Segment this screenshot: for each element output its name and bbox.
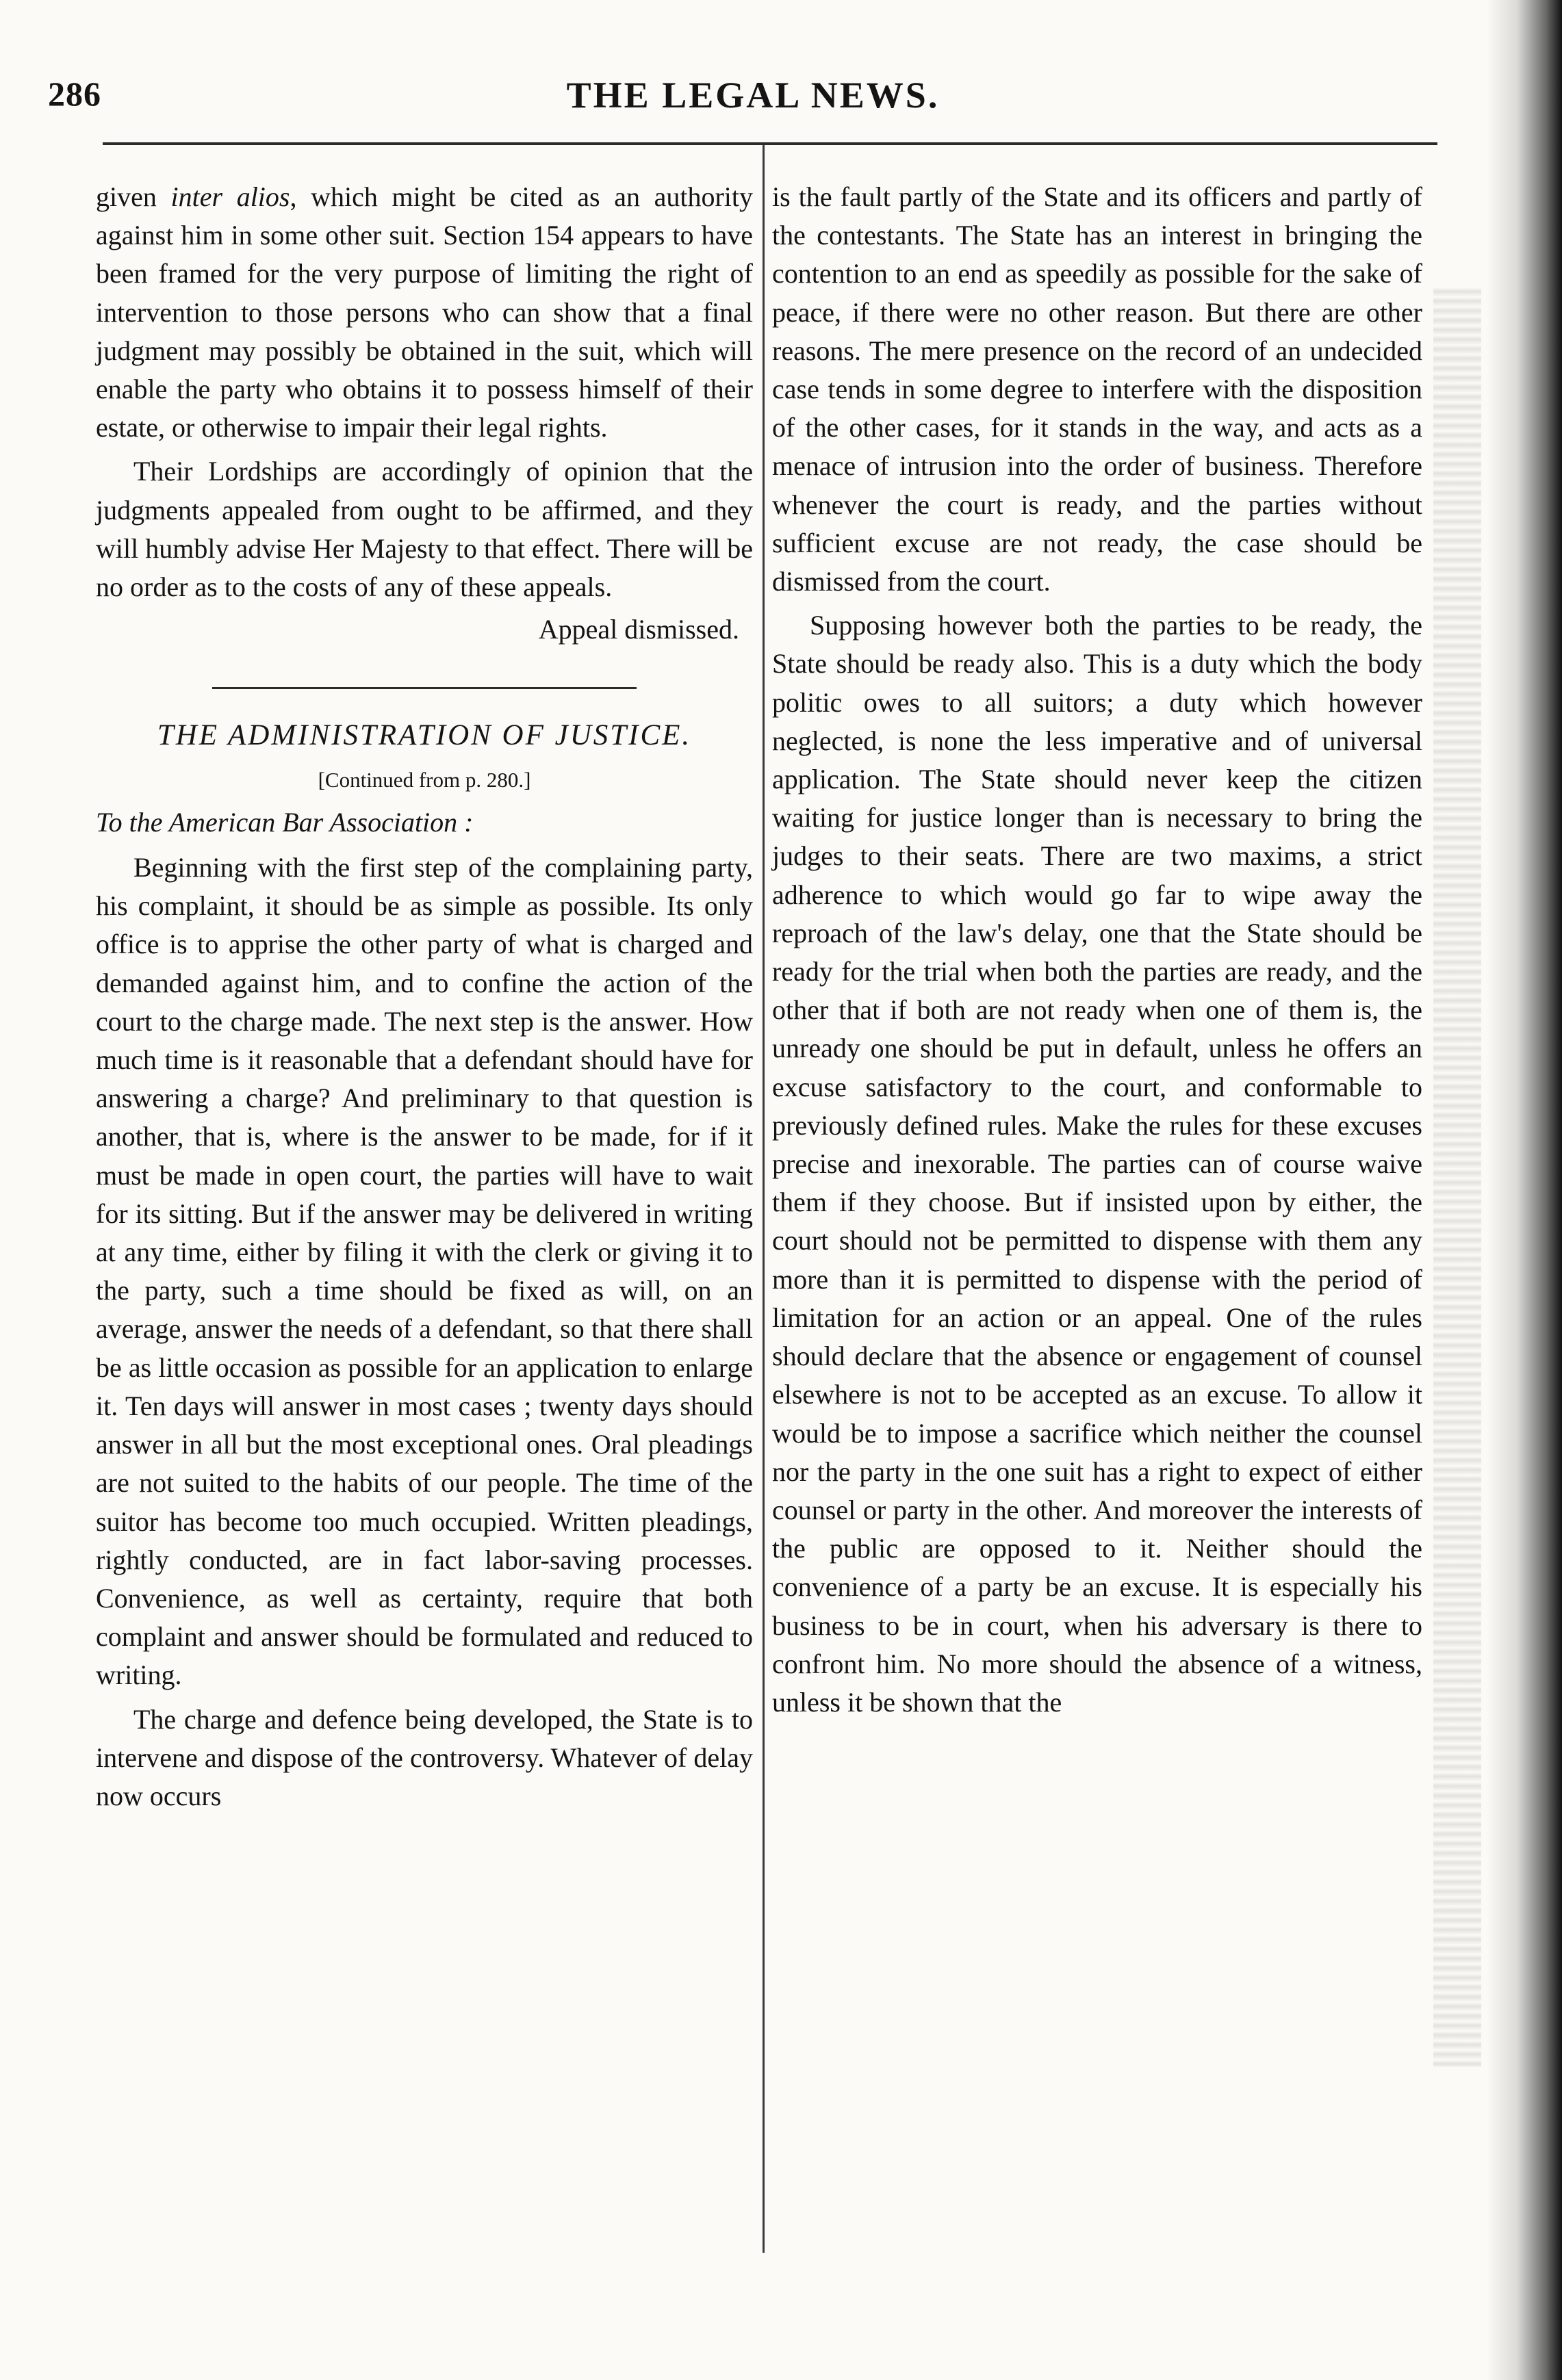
- running-head: THE LEGAL NEWS.: [566, 75, 940, 116]
- section-title: THE ADMINISTRATION OF JUSTICE.: [157, 719, 692, 752]
- left-paragraph-1: [96, 178, 753, 447]
- left-p1-post: , which might be cited as an authority against him in some other suit. Section 154 appears to have been framed for the very purpose of limiting the right of intervention to those persons who can show that a final judgment may possibly be obtained in the suit, which will enable the party who obtains it to possess himself of their estate, or otherwise to impair their legal rights.: [96, 181, 754, 443]
- appeal-dismissed: Appeal dismissed.: [538, 614, 739, 645]
- left-paragraph-3: Beginning with the first step of the complaining party, his complaint, it should be as simple as possible. Its only office is to apprise the other party of what is charged and demanded against him, and to confine the action of the court to the charge made. The next step is the answer. How much time is it reasonable that a defendant should have for answering a charge? And preliminary to that question is another, that is, where is the answer to be made, for if it must be made in open court, the parties will have to wait for its sitting. But if the answer may be delivered in writing at any time, either by filing it with the clerk or giving it to the party, such a time should be fixed as will, on an average, answer the needs of a defendant, so that there shall be as little occasion as possible for an application to enlarge it. Ten days will answer in most cases ; twenty days should answer in all but the most exceptional ones. Oral pleadings are not suited to the habits of our people. The time of the suitor has become too much occupied. Written pleadings, rightly conducted, are in fact labor-saving processes. Convenience, as well as certainty, require that both complaint and answer should be formulated and reduced to writing.: [96, 852, 753, 1691]
- scan-edge-speckle: [1433, 287, 1481, 2067]
- page-number: 286: [48, 75, 101, 113]
- right-column: [772, 178, 1422, 1722]
- right-paragraph-1: is the fault partly of the State and its officers and partly of the contestants. The State has an interest in bringing the contention to an end as speedily as possible for the sake of peace, if there were no other reason. But there are other reasons. The mere presence on the record of an undecided case tends in some degree to interfere with the disposition of the other cases, for it stands in the way, and acts as a menace of intrusion into the order of business. Therefore whenever the court is ready, and the parties without sufficient excuse are not ready, the case should be dismissed from the court.: [772, 181, 1422, 597]
- left-paragraph-4: The charge and defence being developed, the State is to intervene and dispose of the controversy. Whatever of delay now occurs: [96, 1703, 753, 1811]
- right-paragraph-2: Supposing however both the parties to be ready, the State should be ready also. This is a duty which the body politic owes to all suitors; a duty which however neglected, is none the less imperative and of universal application. The State should never keep the citizen waiting for justice longer than is necessary to bring the judges to their seats. There are two maxims, a strict adherence to which would go far to wipe away the reproach of the law's delay, one that the State should be ready for the trial when both the parties are ready, and the other that if both are not ready when one of them is, the unready one should be put in default, unless he offers an excuse satisfactory to the court, and conformable to previously defined rules. Make the rules for these excuses precise and inexorable. The parties can of course waive them if they choose. But if insisted upon by either, the court should not be permitted to dispense with them any more than it is permitted to dispense with the period of limitation for an action or an appeal. One of the rules should declare that the absence or engagement of counsel elsewhere is not to be accepted as an excuse. To allow it would be to impose a sacrifice which neither the counsel nor the party in the one suit has a right to expect of either counsel or party in the other. And moreover the interests of the public are opposed to it. Neither should the convenience of a party be an excuse. It is especially his business to be in court, when his adversary is there to confront him. No more should the absence of a witness, unless it be shown that the: [772, 610, 1422, 1718]
- left-paragraph-2: Their Lordships are accordingly of opinion that the judgments appealed from ought to be affirmed, and they will humbly advise Her Majesty to that effect. There will be no order as to the costs of any of these appeals.: [96, 456, 753, 603]
- left-p1-pre: given: [96, 181, 171, 212]
- addressee: To the American Bar Association :: [96, 806, 474, 838]
- left-column: [96, 178, 753, 1815]
- column-divider: [763, 145, 765, 2253]
- latin-phrase: inter alios: [170, 181, 290, 212]
- scan-binding-edge: [1487, 0, 1562, 2380]
- section-rule: [212, 687, 637, 689]
- header-rule: [103, 142, 1437, 145]
- continued-note: [Continued from p. 280.]: [318, 767, 531, 792]
